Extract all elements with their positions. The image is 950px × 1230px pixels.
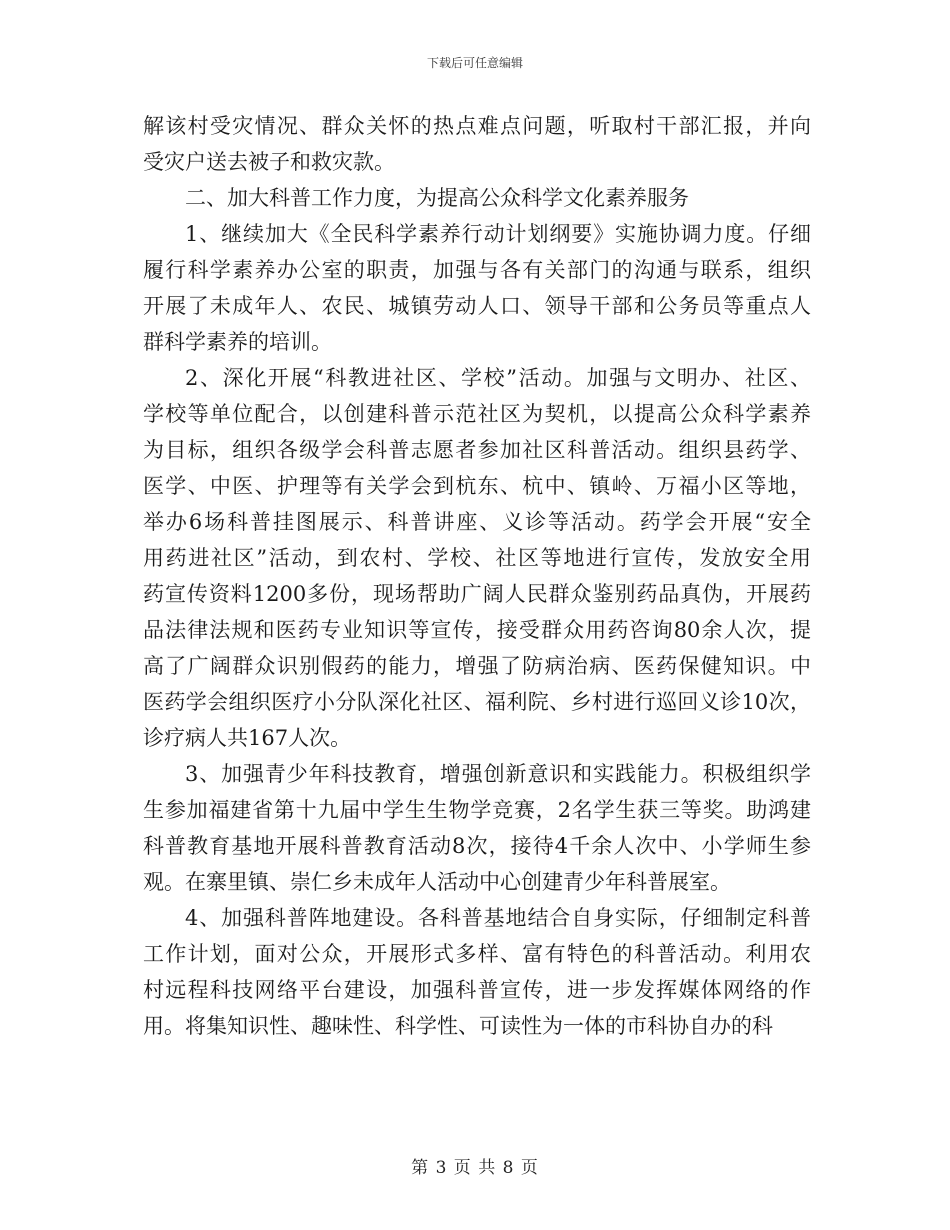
text-line: 解该村受灾情况、群众关怀的热点难点问题，听取村干部汇报，并向 [143,114,811,138]
text-line: 高了广阔群众识别假药的能力，增强了防病治病、医药保健知识。中 [143,654,811,678]
text-line: 用药进社区”活动，到农村、学校、社区等地进行宣传，发放安全用 [143,546,811,570]
paragraph-item-1 [143,216,811,360]
page-number-footer: 第 3 页 共 8 页 [411,1158,539,1178]
text-line: 履行科学素养办公室的职责，加强与各有关部门的沟通与联系，组织 [143,258,811,282]
text-line: 品法律法规和医药专业知识等宣传，接受群众用药咨询80余人次，提 [143,618,811,642]
text-line: 2、深化开展“科教进社区、学校”活动。加强与文明办、社区、 [185,366,811,390]
text-line: 观。在寨里镇、崇仁乡未成年人活动中心创建青少年科普展室。 [143,870,731,894]
text-line: 学校等单位配合，以创建科普示范社区为契机，以提高公众科学素养 [143,402,811,426]
paragraph-disaster-relief-end [143,108,811,180]
text-line: 科普教育基地开展科普教育活动8次，接待4千余人次中、小学师生参 [143,834,811,858]
paragraph-item-2 [143,360,811,756]
text-line: 诊疗病人共167人次。 [143,726,352,750]
paragraph-item-3 [143,756,811,900]
text-line: 二、加大科普工作力度，为提高公众科学文化素养服务 [185,186,689,210]
paragraph-item-4 [143,900,811,1044]
text-line: 3、加强青少年科技教育，增强创新意识和实践能力。积极组织学 [185,762,811,786]
text-line: 1、继续加大《全民科学素养行动计划纲要》实施协调力度。仔细 [185,222,811,246]
text-line: 群科学素养的培训。 [143,330,332,354]
text-line: 医学、中医、护理等有关学会到杭东、杭中、镇岭、万福小区等地， [143,474,811,498]
text-line: 开展了未成年人、农民、城镇劳动人口、领导干部和公务员等重点人 [143,294,811,318]
text-line: 村远程科技网络平台建设，加强科普宣传，进一步发挥媒体网络的作 [143,978,811,1002]
text-line: 举办6场科普挂图展示、科普讲座、义诊等活动。药学会开展“安全 [143,510,811,534]
text-line: 为目标，组织各级学会科普志愿者参加社区科普活动。组织县药学、 [143,438,811,462]
document-body [143,108,811,1044]
text-line: 药宣传资料1200多份，现场帮助广阔人民群众鉴别药品真伪，开展药 [143,582,811,606]
page-header-note: 下载后可任意编辑 [426,56,523,70]
section-heading-2 [143,180,811,216]
text-line: 医药学会组织医疗小分队深化社区、福利院、乡村进行巡回义诊10次， [143,690,811,714]
text-line: 用。将集知识性、趣味性、科学性、可读性为一体的市科协自办的科 [143,1014,773,1038]
text-line: 受灾户送去被子和救灾款。 [143,150,395,174]
text-line: 4、加强科普阵地建设。各科普基地结合自身实际，仔细制定科普 [185,906,811,930]
text-line: 工作计划，面对公众，开展形式多样、富有特色的科普活动。利用农 [143,942,811,966]
text-line: 生参加福建省第十九届中学生生物学竞赛，2名学生获三等奖。助鸿建 [143,798,811,822]
